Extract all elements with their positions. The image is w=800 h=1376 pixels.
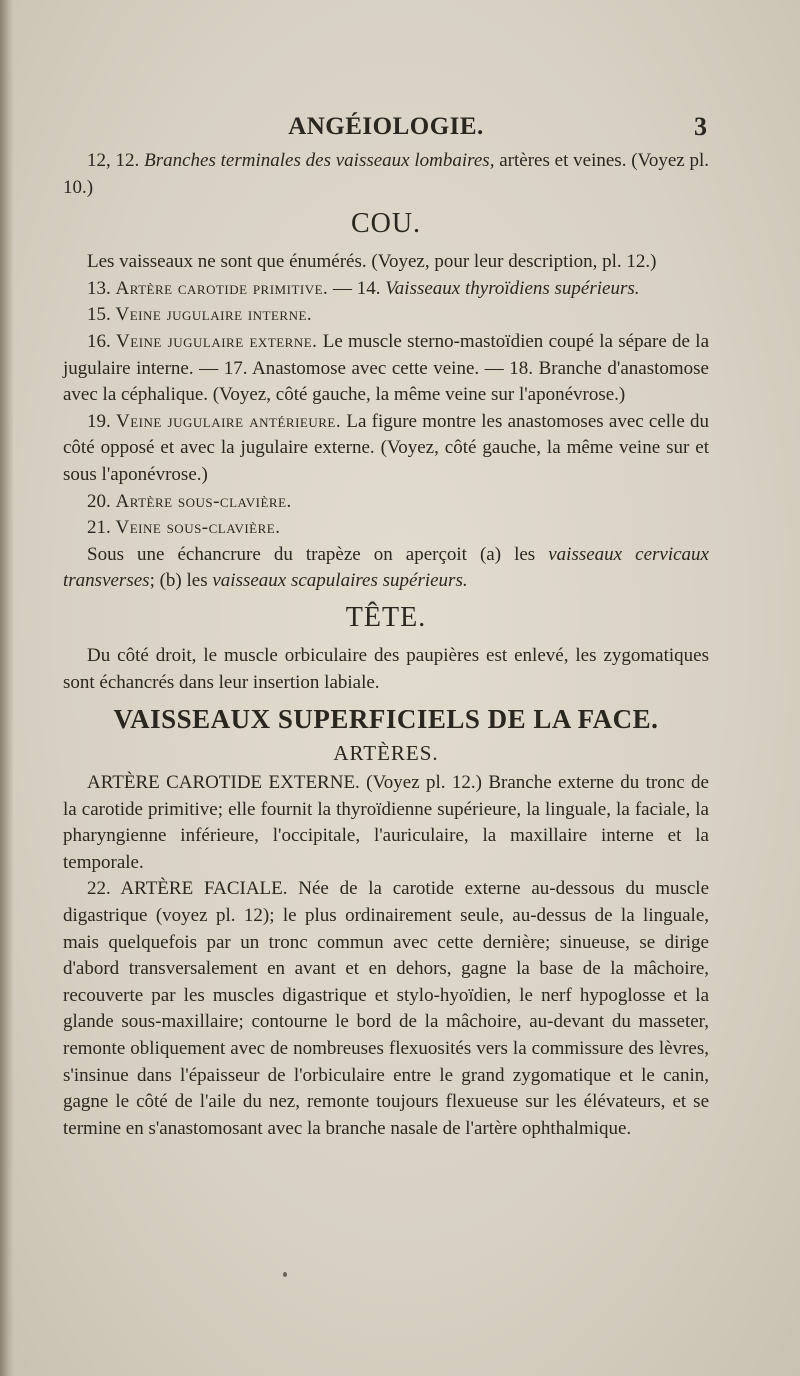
item-title: Veine jugulaire interne. bbox=[115, 304, 313, 326]
entry-heading: ARTÈRE CAROTIDE EXTERNE. bbox=[87, 772, 360, 794]
section-heading-vaisseaux: VAISSEAUX SUPERFICIELS DE LA FACE. bbox=[113, 704, 659, 735]
body-text: Née de la carotide externe au-dessous du muscle digastrique (voyez pl. 12); le plus ordinairement seule, au-dessus de la linguale, mais quelquefois par un tronc commun avec cette dernière; sinueuse, se dirige d'abord transversalement en avant et en dehors, gagne la base de la mâchoire, recouverte par les muscles digastrique et stylo-hyoïdien, le nerf hypoglosse et la glande sous-maxillaire; contourne le bord de la mâchoire, au-devant du masseter, remonte obliquement avec de nombreuses flexuosités vers la commissure des lèvres, s'insinue dans l'épaisseur de l'orbiculaire entre le grand zygomatique et le canin, gagne le côté de l'aile du nez, remonte toujours flexueuse sur les élévateurs, et se termine en s'anastomosant avec la branche nasale de l'artère ophthalmique. bbox=[63, 878, 710, 1139]
item-title: Veine jugulaire antérieure. bbox=[115, 410, 342, 432]
artere-carotide-externe-paragraph bbox=[63, 770, 709, 876]
item-20 bbox=[63, 489, 709, 516]
cou-paragraph-last bbox=[63, 542, 709, 595]
item-number: 22. bbox=[87, 878, 121, 900]
body-text: — 14. bbox=[328, 277, 386, 299]
running-head: ANGÉIOLOGIE. bbox=[288, 113, 484, 140]
body-text: La figure montre les anastomoses avec celle du côté opposé et avec la jugulaire externe. (Voyez, côté gauche, la même veine sur et sous l'aponévrose.) bbox=[63, 410, 710, 485]
page-number: 3 bbox=[694, 112, 707, 141]
item-number: 21. bbox=[87, 517, 116, 539]
item-title: Artère sous-clavière. bbox=[115, 490, 292, 512]
tete-paragraph: Du côté droit, le muscle orbiculaire des paupières est enlevé, les zygomatiques sont échancrés dans leur insertion labiale. bbox=[63, 644, 709, 693]
italic-term: Branches terminales des vaisseaux lombaires, bbox=[144, 150, 495, 171]
body-text: artères et veines. (Voyez pl. 10.) bbox=[63, 150, 710, 198]
item-title: Veine jugulaire externe. bbox=[116, 330, 318, 352]
cou-paragraph-1: Les vaisseaux ne sont que énumérés. (Voyez, pour leur description, pl. 12.) bbox=[87, 251, 657, 273]
item-number: 13. bbox=[87, 277, 116, 299]
item-16 bbox=[63, 329, 709, 409]
item-15 bbox=[63, 302, 709, 329]
item-title: Artère carotide primitive. bbox=[115, 277, 329, 299]
section-heading-tete: TÊTE. bbox=[345, 601, 427, 633]
item-19 bbox=[63, 409, 709, 489]
item-21 bbox=[63, 515, 709, 542]
italic-term: vaisseaux scapulaires supérieurs. bbox=[212, 570, 468, 592]
italic-term: Vaisseaux thyroïdiens supérieurs. bbox=[385, 277, 640, 299]
italic-term: vaisseaux cervicaux transverses bbox=[63, 543, 709, 592]
item-title: Veine sous-clavière. bbox=[115, 517, 281, 539]
entry-heading: ARTÈRE FACIALE. bbox=[120, 878, 288, 900]
text-block bbox=[63, 112, 709, 1142]
artere-faciale-paragraph bbox=[63, 876, 709, 1142]
item-number: 19. bbox=[87, 410, 116, 432]
body-text: Sous une échancrure du trapèze on aperçoit (a) les bbox=[87, 543, 549, 565]
section-heading-cou: COU. bbox=[350, 208, 422, 240]
page-spine-shadow bbox=[0, 0, 14, 1376]
item-number: 16. bbox=[87, 330, 117, 352]
page-header bbox=[63, 112, 709, 148]
intro-paragraph bbox=[63, 148, 709, 201]
paper-speck bbox=[283, 1272, 287, 1277]
body-text: Le muscle sterno-mastoïdien coupé la sépare de la jugulaire interne. — 17. Anastomose avec cette veine. — 18. Branche d'anastomose avec la céphalique. (Voyez, côté gauche, la même veine sur l'aponévrose.) bbox=[63, 330, 709, 406]
subsection-heading-arteres: ARTÈRES. bbox=[333, 741, 439, 766]
item-number: 20. bbox=[87, 490, 116, 512]
item-13 bbox=[63, 276, 709, 303]
body-text: ; (b) les bbox=[149, 570, 213, 592]
item-number: 15. bbox=[87, 304, 116, 326]
body-text: (Voyez pl. 12.) Branche externe du tronc de la carotide primitive; elle fournit la thyroïdienne supérieure, la linguale, la faciale, la pharyngienne inférieure, l'occipitale, l'auriculaire, la maxillaire interne et la temporale. bbox=[63, 772, 709, 873]
item-number: 12, 12. bbox=[87, 150, 140, 171]
